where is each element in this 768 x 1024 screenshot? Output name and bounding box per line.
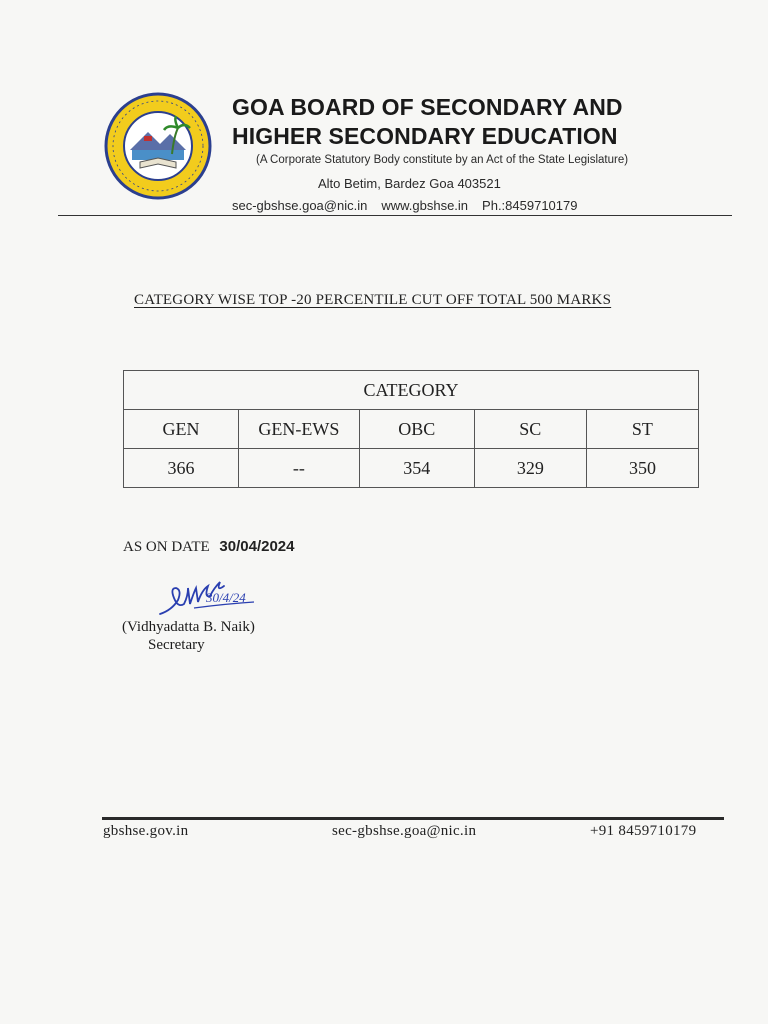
header-phone: Ph.:8459710179 [482, 198, 578, 213]
cutoff-table [123, 370, 699, 488]
table-cell: 354 [359, 449, 474, 488]
footer-email: sec-gbshse.goa@nic.in [332, 823, 477, 839]
column-header: SC [474, 410, 586, 449]
header-email: sec-gbshse.goa@nic.in [232, 198, 368, 213]
table-cell: -- [239, 449, 360, 488]
organization-contact-line [232, 198, 577, 213]
column-header: ST [586, 410, 698, 449]
table-cell: 366 [124, 449, 239, 488]
header-divider [58, 215, 732, 216]
table-group-header-row [124, 371, 699, 410]
footer-website: gbshse.gov.in [103, 823, 189, 839]
handwritten-signature [154, 574, 264, 622]
organization-title [232, 93, 623, 151]
column-header: GEN [124, 410, 239, 449]
table-header-row [124, 410, 699, 449]
as-on-date-value: 30/04/2024 [219, 538, 295, 555]
category-group-header: CATEGORY [124, 371, 699, 410]
signatory-title: Secretary [148, 637, 205, 653]
footer-phone: +91 8459710179 [590, 823, 697, 839]
header-website: www.gbshse.in [381, 198, 469, 213]
signatory-name: (Vidhyadatta B. Naik) [122, 619, 255, 635]
organization-title-line2: HIGHER SECONDARY EDUCATION [232, 123, 618, 149]
table-cell: 329 [474, 449, 586, 488]
column-header: OBC [359, 410, 474, 449]
table-cell: 350 [586, 449, 698, 488]
organization-title-line1: GOA BOARD OF SECONDARY AND [232, 94, 623, 120]
document-heading: CATEGORY WISE TOP -20 PERCENTILE CUT OFF TOTAL 500 MARKS [134, 292, 612, 308]
gbshse-seal-logo-icon [104, 92, 212, 200]
column-header: GEN-EWS [239, 410, 360, 449]
as-on-date [123, 538, 295, 556]
organization-subtitle: (A Corporate Statutory Body constitute by an Act of the State Legislature) [256, 154, 629, 166]
organization-address: Alto Betim, Bardez Goa 403521 [318, 176, 501, 191]
footer-divider [102, 817, 724, 820]
as-on-date-label: AS ON DATE [123, 539, 210, 555]
table-row [124, 449, 699, 488]
svg-text:30/4/24: 30/4/24 [206, 590, 246, 605]
